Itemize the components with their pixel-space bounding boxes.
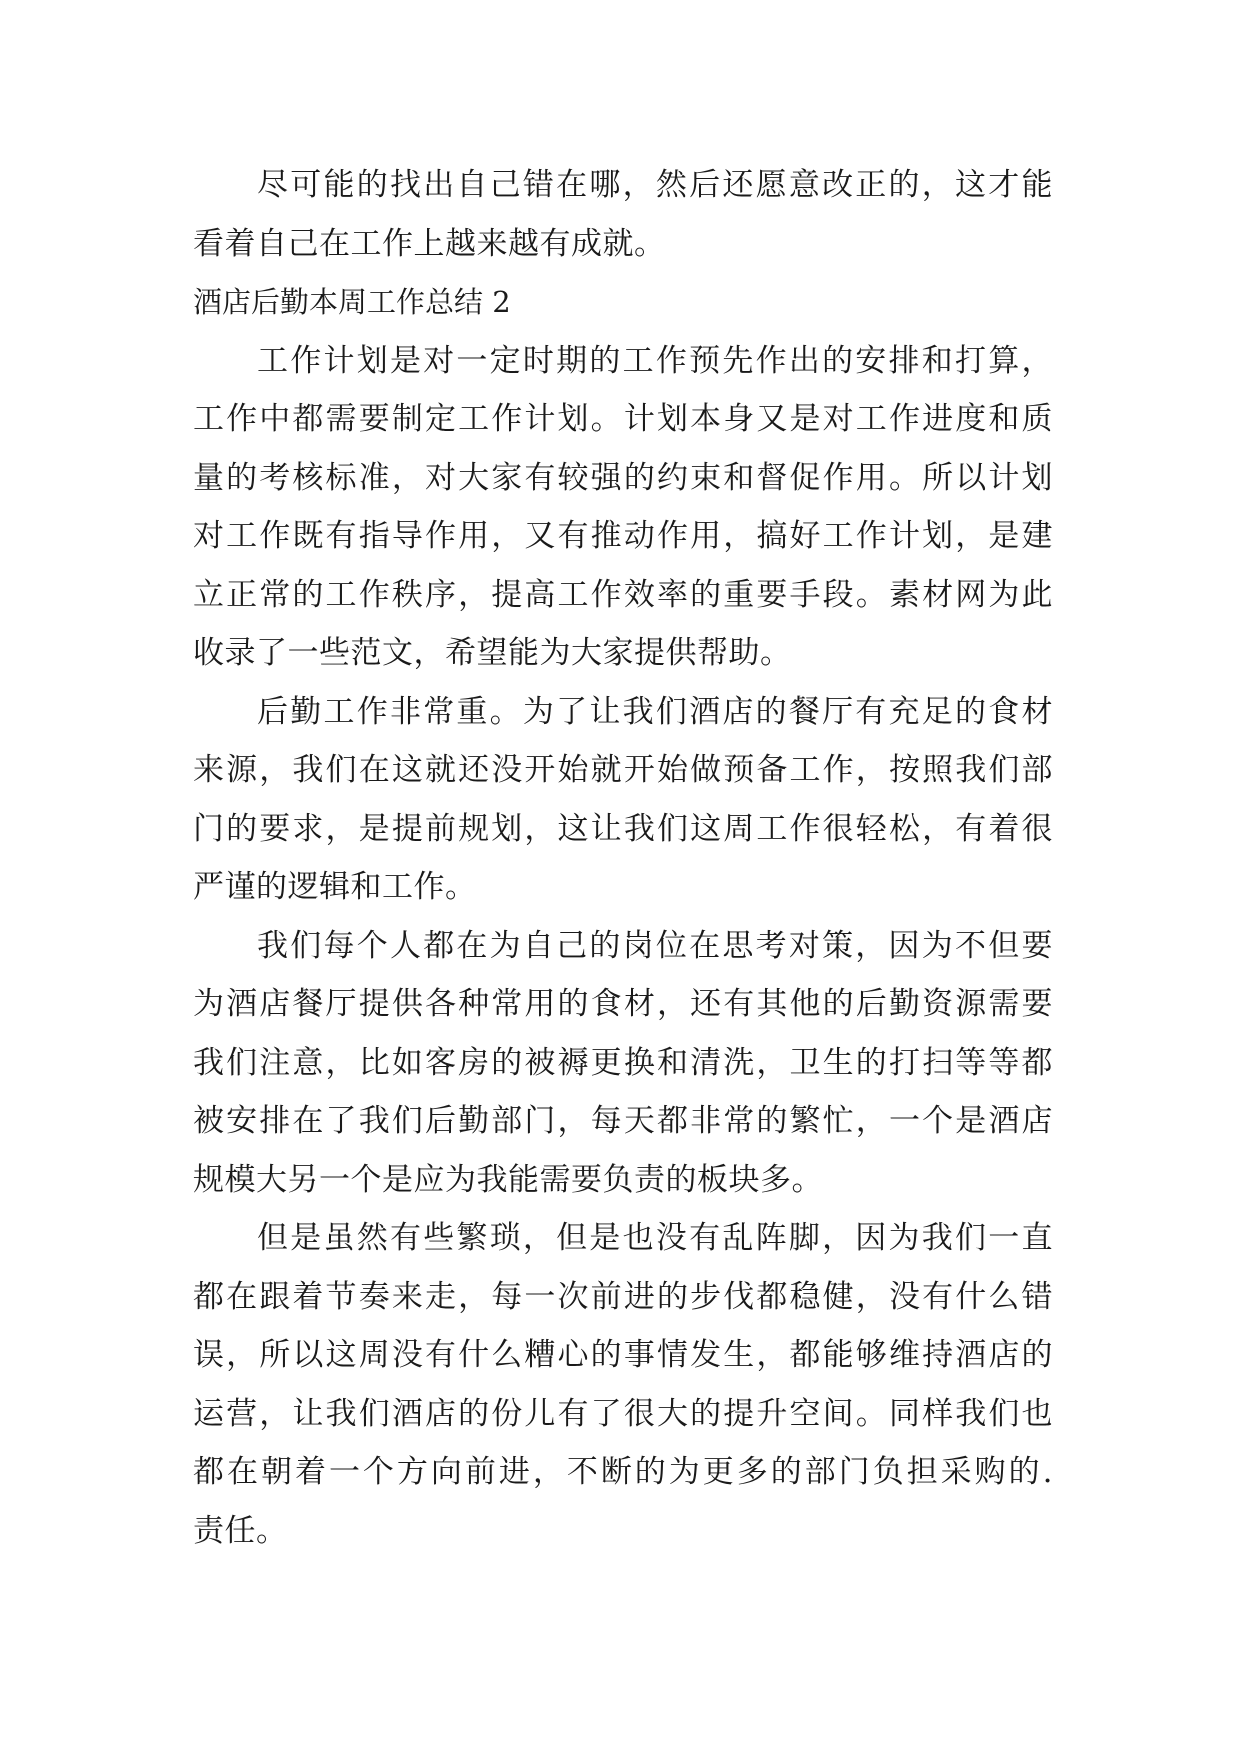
text-line: 工作计划是对一定时期的工作预先作出的安排和打算， [257,342,1053,379]
text-line: 为酒店餐厅提供各种常用的食材，还有其他的后勤资源需要 [193,986,1053,1022]
text-line: 对工作既有指导作用，又有推动作用，搞好工作计划，是建 [193,518,1053,554]
text-line: 量的考核标准，对大家有较强的约束和督促作用。所以计划 [193,459,1053,496]
paragraph-intro [193,156,1053,273]
text-line: 工作中都需要制定工作计划。计划本身又是对工作进度和质 [193,401,1053,437]
paragraph-2 [193,683,1053,917]
text-line: 立正常的工作秩序，提高工作效率的重要手段。素材网为此 [193,576,1053,613]
text-line: 严谨的逻辑和工作。 [193,869,477,905]
text-line: 看着自己在工作上越来越有成就。 [193,225,666,262]
text-line: 收录了一些范文，希望能为大家提供帮助。 [193,635,792,671]
text-line: 运营，让我们酒店的份儿有了很大的提升空间。同样我们也 [193,1395,1053,1432]
text-line: 我们每个人都在为自己的岗位在思考对策，因为不但要 [257,927,1053,964]
text-line: 后勤工作非常重。为了让我们酒店的餐厅有充足的食材 [257,693,1053,730]
text-line: 尽可能的找出自己错在哪，然后还愿意改正的，这才能 [257,167,1053,203]
text-line: 但是虽然有些繁琐，但是也没有乱阵脚，因为我们一直 [257,1220,1053,1256]
text-line: 门的要求，是提前规划，这让我们这周工作很轻松，有着很 [193,810,1053,847]
text-line: 都在跟着节奏来走，每一次前进的步伐都稳健，没有什么错 [193,1278,1053,1315]
text-line: 被安排在了我们后勤部门，每天都非常的繁忙，一个是酒店 [193,1103,1053,1139]
text-line: 来源，我们在这就还没开始就开始做预备工作，按照我们部 [193,752,1053,788]
text-line: 都在朝着一个方向前进，不断的为更多的部门负担采购的. [193,1454,1053,1490]
document-page [193,156,1053,1560]
paragraph-4 [193,1209,1053,1560]
text-line: 规模大另一个是应为我能需要负责的板块多。 [193,1161,823,1198]
paragraph-1 [193,332,1053,683]
text-line: 责任。 [193,1512,288,1549]
text-line: 我们注意，比如客房的被褥更换和清洗，卫生的打扫等等都 [193,1044,1053,1081]
text-line: 误，所以这周没有什么糟心的事情发生，都能够维持酒店的 [193,1337,1053,1373]
paragraph-3 [193,917,1053,1210]
section-heading: 酒店后勤本周工作总结 2 [193,285,511,319]
